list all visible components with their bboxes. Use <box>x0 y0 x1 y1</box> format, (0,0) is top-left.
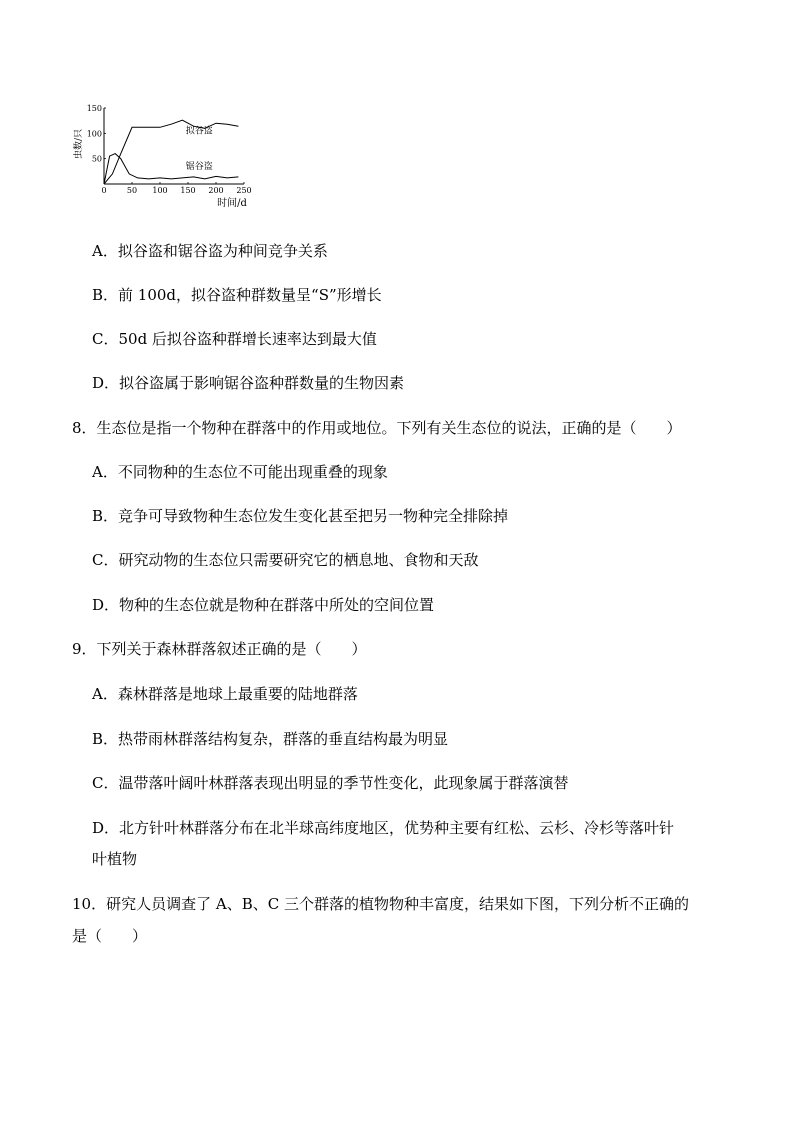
y-axis-label: 虫数/只 <box>74 128 84 160</box>
y-tick-label: 100 <box>86 129 102 139</box>
q7-option-d: D．拟谷盗属于影响锯谷盗种群数量的生物因素 <box>92 374 405 392</box>
q9-option-d: D．北方针叶林群落分布在北半球高纬度地区，优势种主要有红松、云杉、冷杉等落叶针 <box>92 819 675 837</box>
q8-option-a: A．不同物种的生态位不可能出现重叠的现象 <box>92 463 388 481</box>
q8-option-d: D．物种的生态位就是物种在群落中所处的空间位置 <box>92 596 435 614</box>
q7-option-a: A．拟谷盗和锯谷盗为种间竞争关系 <box>92 242 328 260</box>
q8-option-b: B．竞争可导致物种生态位发生变化甚至把另一物种完全排除掉 <box>92 507 509 525</box>
q9-option-c: C．温带落叶阔叶林群落表现出明显的季节性变化，此现象属于群落演替 <box>92 774 569 792</box>
x-axis-label: 时间/d <box>217 198 247 209</box>
question-8: 8．生态位是指一个物种在群落中的作用或地位。下列有关生态位的说法，正确的是（ ） <box>72 419 682 437</box>
q7-option-b: B．前 100d，拟谷盗种群数量呈“S”形增长 <box>92 286 382 304</box>
question-9: 9．下列关于森林群落叙述正确的是（ ） <box>72 640 367 658</box>
chart-series <box>104 120 238 184</box>
x-tick-label: 100 <box>152 186 168 195</box>
question-10-continued: 是（ ） <box>72 927 148 945</box>
q9-option-d-continued: 叶植物 <box>92 850 138 868</box>
x-tick-label: 150 <box>180 186 196 195</box>
q9-option-b: B．热带雨林群落结构复杂，群落的垂直结构最为明显 <box>92 730 449 748</box>
series-label-0: 拟谷盗 <box>185 126 213 137</box>
chart-ticks <box>87 104 252 195</box>
x-tick-label: 0 <box>101 186 107 195</box>
y-tick-label: 150 <box>86 104 102 113</box>
q9-option-a: A．森林群落是地球上最重要的陆地群落 <box>92 685 358 703</box>
series-label-1: 锯谷盗 <box>185 161 213 172</box>
q8-option-c: C．研究动物的生态位只需要研究它的栖息地、食物和天敌 <box>92 551 479 569</box>
x-tick-label: 50 <box>126 186 138 195</box>
x-tick-label: 250 <box>236 186 252 195</box>
question-10: 10．研究人员调查了 A、B、C 三个群落的植物物种丰富度，结果如下图，下列分析不正确的 <box>72 895 689 913</box>
x-tick-label: 200 <box>208 186 224 195</box>
y-tick-label: 50 <box>91 154 102 164</box>
series-line-0 <box>104 120 238 184</box>
population-chart <box>72 102 262 214</box>
q7-option-c: C．50d 后拟谷盗种群增长速率达到最大值 <box>92 330 377 348</box>
chart-axes <box>104 108 244 184</box>
series-line-1 <box>104 154 238 184</box>
